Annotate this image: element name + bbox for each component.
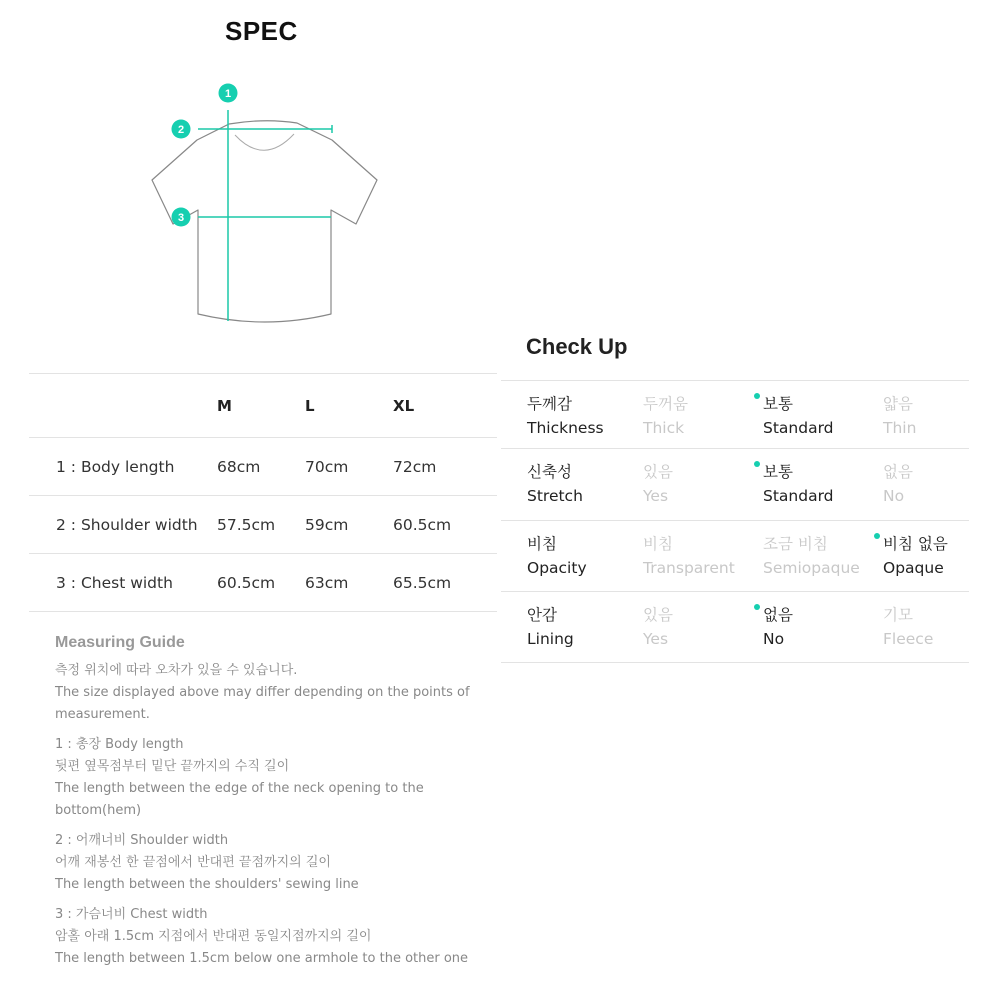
guide-text: The length between the shoulders' sewing line [55,877,359,892]
option-transparent: 비침 Transparent [643,535,735,577]
spec-title: SPEC [225,16,298,46]
cell-value: 60.5cm [393,515,452,534]
guide-text: The length between 1.5cm below one armhole to the other one [55,951,469,966]
guide-text: 암홀 아래 1.5cm 지점에서 반대편 동일지점까지의 길이 [55,929,372,944]
guide-text: The size displayed above may differ depending on the points of [55,685,470,700]
cell-value: 70cm [305,457,349,476]
option-no: 없음 No [883,463,913,505]
option-yes: 있음 Yes [643,606,673,648]
table-row [29,496,497,554]
attribute-label: 두께감 Thickness [527,395,604,437]
guide-item-heading: 2 : 어깨너비 Shoulder width [55,833,229,848]
cell-value: 60.5cm [217,573,276,592]
table-row [29,438,497,496]
check-up-table [501,380,969,663]
marker-2-badge [172,120,191,139]
guide-item-heading: 1 : 총장 Body length [55,737,184,752]
cell-value: 63cm [305,573,349,592]
row-label: 2 : Shoulder width [56,515,198,534]
header-blank [29,374,217,438]
guide-text: 뒷편 옆목점부터 밑단 끝까지의 수직 길이 [55,759,290,774]
option-thin: 얇음 Thin [883,395,917,437]
size-table [29,373,497,612]
tshirt-diagram [140,78,390,328]
guide-text: bottom(hem) [55,803,142,818]
cell-value: 65.5cm [393,573,452,592]
cell-value: 59cm [305,515,349,534]
guide-text: measurement. [55,707,150,722]
option-semiopaque: 조금 비침 Semiopaque [763,535,860,577]
cell-value: 72cm [393,457,437,476]
check-up-title: Check Up [526,334,628,359]
check-row-lining [501,591,969,663]
selected-dot-icon [754,604,760,610]
attribute-label: 안감 Lining [527,606,574,648]
size-header-xl: XL [393,396,415,415]
svg-text:3: 3 [177,212,185,224]
selected-dot-icon [874,533,880,539]
marker-1-badge [219,84,238,103]
option-standard-selected: 보통 Standard [763,460,834,508]
size-table-header [29,374,497,438]
option-yes: 있음 Yes [643,463,673,505]
attribute-label: 비침 Opacity [527,535,587,577]
selected-dot-icon [754,393,760,399]
row-label: 3 : Chest width [56,573,173,592]
option-no-selected: 없음 No [763,603,793,651]
check-row-thickness [501,380,969,448]
tshirt-neckline [235,134,294,150]
guide-title: Measuring Guide [55,634,185,651]
attribute-label: 신축성 Stretch [527,463,583,505]
option-thick: 두꺼움 Thick [643,395,688,437]
option-opaque-selected: 비침 없음 Opaque [883,532,948,580]
guide-text: The length between the edge of the neck opening to the [55,781,424,796]
size-header-m: M [217,396,232,415]
row-label: 1 : Body length [56,457,175,476]
cell-value: 57.5cm [217,515,276,534]
guide-text: 측정 위치에 따라 오차가 있을 수 있습니다. [55,663,298,678]
measuring-guide [55,634,485,970]
cell-value: 68cm [217,457,261,476]
table-row [29,554,497,612]
svg-text:1: 1 [224,88,232,100]
option-fleece: 기모 Fleece [883,606,934,648]
guide-item-heading: 3 : 가슴너비 Chest width [55,907,208,922]
marker-3-badge [172,208,191,227]
check-row-opacity [501,520,969,591]
option-standard-selected: 보통 Standard [763,392,834,440]
selected-dot-icon [754,461,760,467]
size-header-l: L [305,396,315,415]
guide-text: 어깨 재봉선 한 끝점에서 반대편 끝점까지의 길이 [55,855,331,870]
check-row-stretch [501,448,969,520]
svg-text:2: 2 [177,124,185,136]
